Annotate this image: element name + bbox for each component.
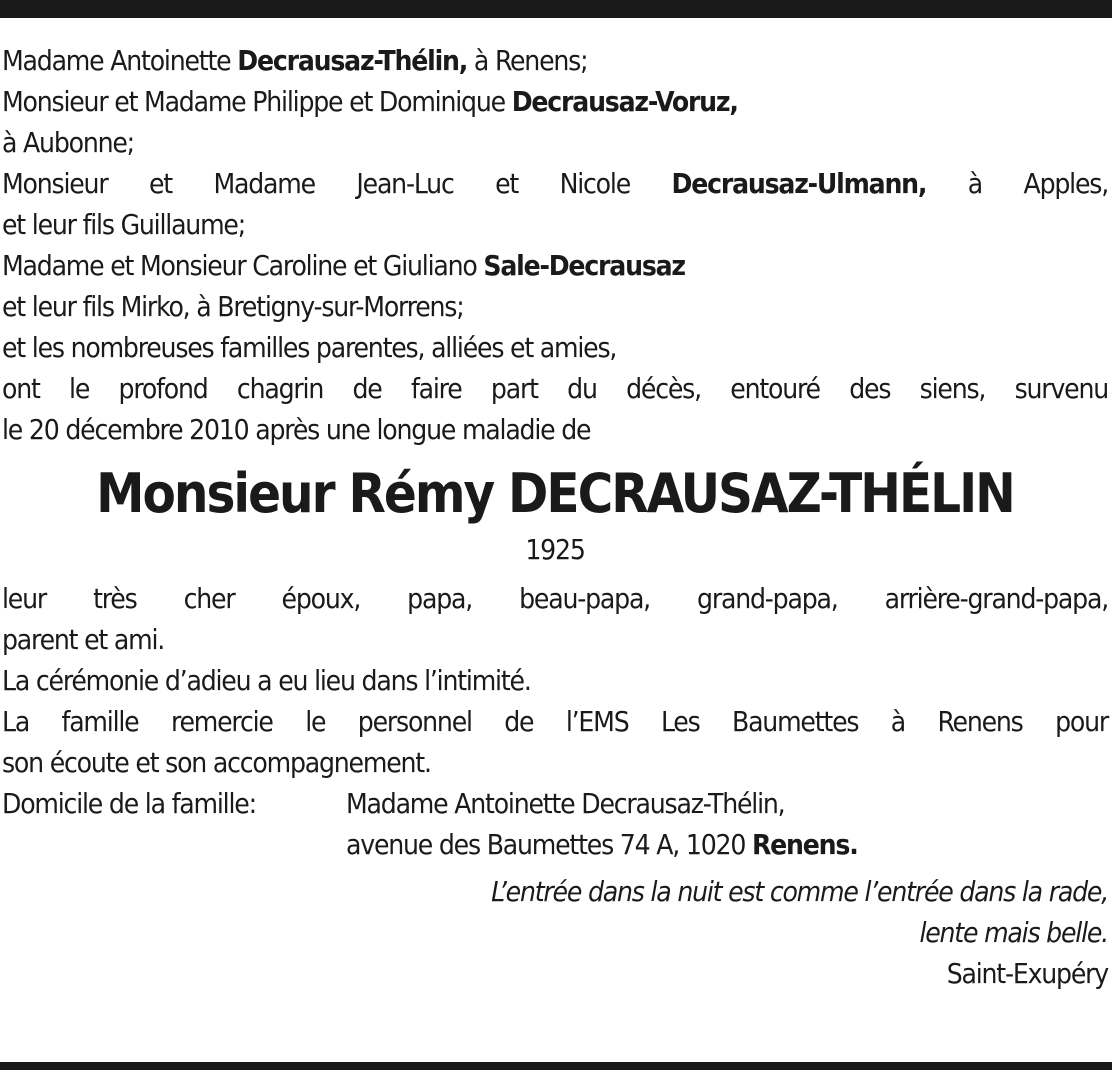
quote-author: Saint-Exupéry xyxy=(946,957,1108,990)
family-name: Decrausaz-Ulmann, xyxy=(671,167,927,200)
address-city: Renens. xyxy=(751,828,858,861)
family-line: et les nombreuses familles parentes, alliées et amies, xyxy=(2,331,617,364)
body-line: leur très cher époux, papa, beau-papa, grand-papa, arrière-grand-papa, xyxy=(2,582,1108,615)
quote xyxy=(2,871,1108,953)
family-line: et leur fils Guillaume; xyxy=(2,208,246,241)
body-line: son écoute et son accompagnement. xyxy=(2,746,431,779)
address-line xyxy=(346,824,858,865)
family-line xyxy=(2,163,1108,204)
family-text: Madame et Monsieur Caroline et Giuliano xyxy=(2,249,484,282)
address-label: Domicile de la famille: xyxy=(2,787,256,820)
body-line: La famille remercie le personnel de l’EMS Les Baumettes à Renens pour xyxy=(2,705,1108,738)
bottom-rule xyxy=(0,1062,1112,1070)
family-name: Decrausaz-Thélin, xyxy=(237,44,468,77)
quote-line: L’entrée dans la nuit est comme l’entrée dans la rade, xyxy=(491,875,1108,908)
family-line xyxy=(2,245,1108,286)
announcement-line: ont le profond chagrin de faire part du décès, entouré des siens, survenu xyxy=(2,372,1108,405)
family-text: Monsieur et Madame Jean-Luc et Nicole xyxy=(2,167,672,200)
family-text: à Renens; xyxy=(467,44,588,77)
family-line xyxy=(2,81,1108,122)
family-name: Decrausaz-Voruz, xyxy=(511,85,738,118)
birth-year: 1925 xyxy=(525,533,585,566)
family-text: Monsieur et Madame Philippe et Dominique xyxy=(2,85,512,118)
address-text: avenue des Baumettes 74 A, 1020 xyxy=(346,828,752,861)
family-line: à Aubonne; xyxy=(2,126,134,159)
quote-line: lente mais belle. xyxy=(919,916,1108,949)
family-name: Sale-Decrausaz xyxy=(483,249,685,282)
obituary-notice xyxy=(2,40,1108,994)
top-rule xyxy=(0,0,1112,18)
family-text: à Apples, xyxy=(926,167,1109,200)
family-address xyxy=(2,783,1108,865)
body-line: La cérémonie d’adieu a eu lieu dans l’intimité. xyxy=(2,664,531,697)
body-line: parent et ami. xyxy=(2,623,165,656)
family-line xyxy=(2,40,1108,81)
deceased-name: Monsieur Rémy DECRAUSAZ-THÉLIN xyxy=(96,462,1014,525)
family-text: Madame Antoinette xyxy=(2,44,238,77)
announcement-line: le 20 décembre 2010 après une longue maladie de xyxy=(2,413,591,446)
address-line: Madame Antoinette Decrausaz-Thélin, xyxy=(346,787,785,820)
family-line: et leur fils Mirko, à Bretigny-sur-Morrens; xyxy=(2,290,464,323)
address-lines xyxy=(346,783,858,865)
